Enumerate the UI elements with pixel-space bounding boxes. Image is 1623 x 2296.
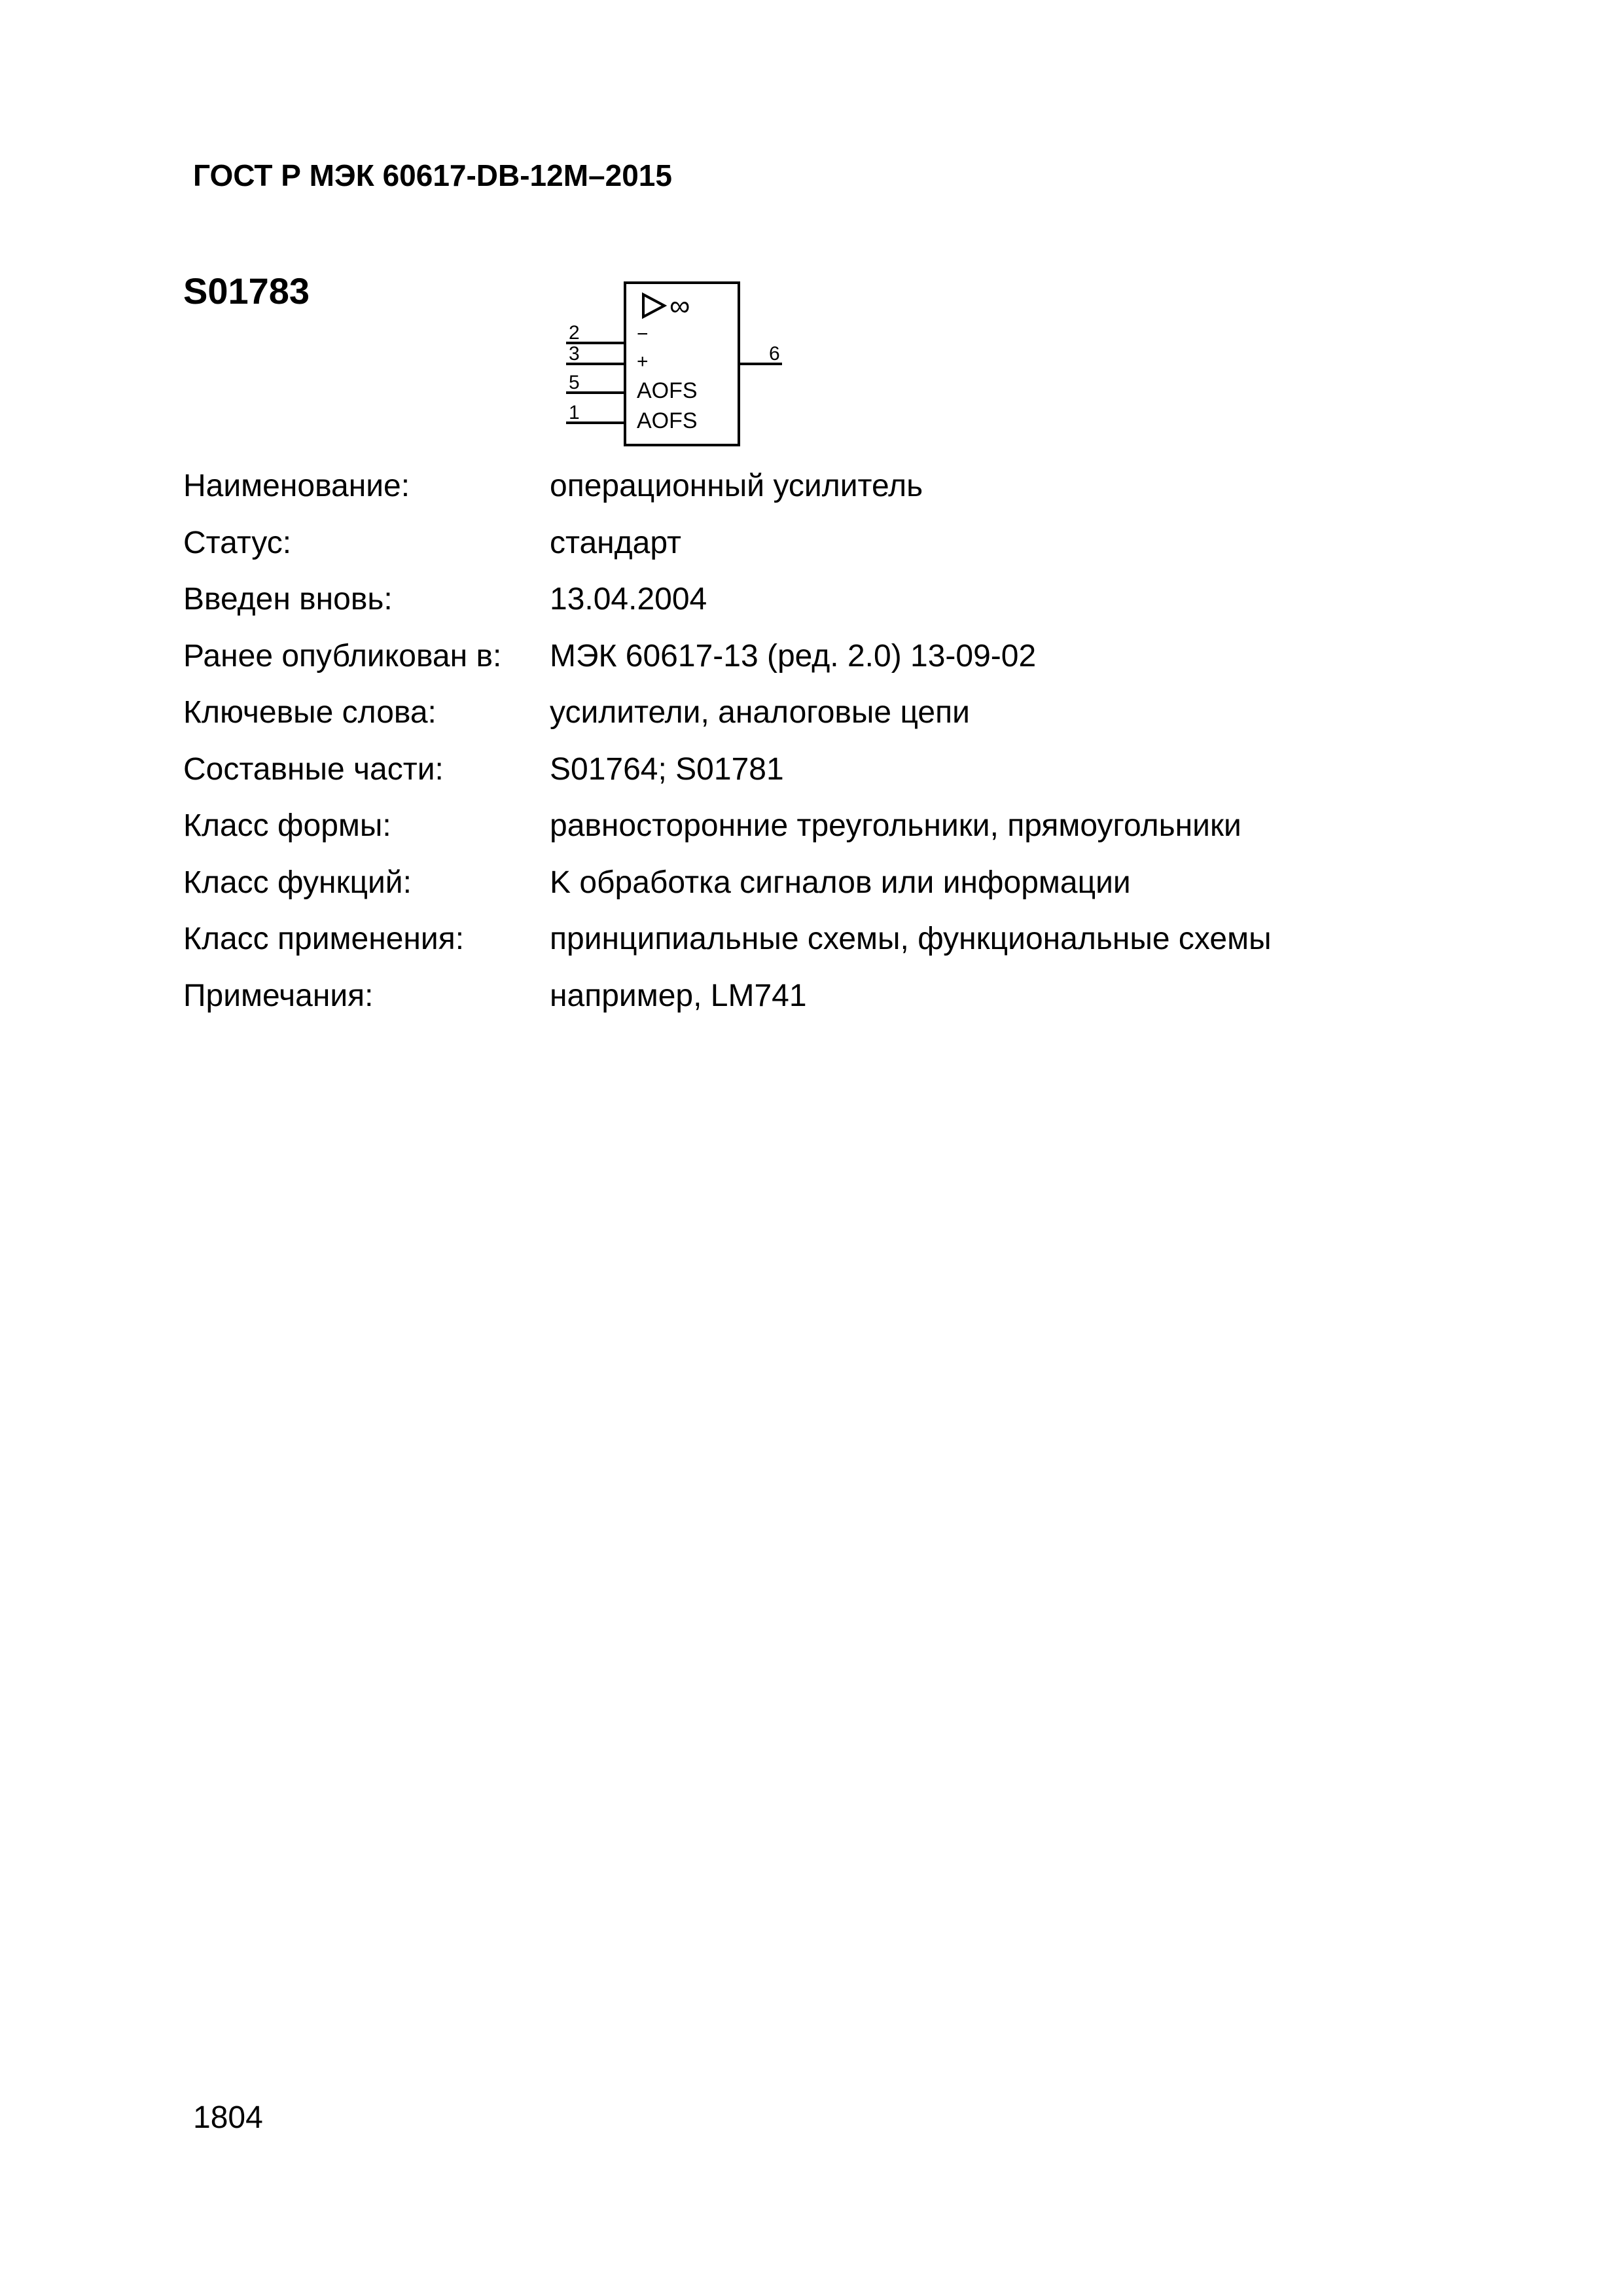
property-row [183,911,1492,968]
page-number: 1804 [193,2100,263,2135]
property-row [183,571,1492,628]
symbol-code: S01783 [183,270,310,312]
pin-label-5: 5 [569,372,580,393]
op-amp-symbol-figure [560,275,802,452]
property-row [183,685,1492,742]
property-row [183,968,1492,1025]
property-row [183,515,1492,572]
pin-label-1: 1 [569,402,580,423]
property-row [183,458,1492,515]
offset-label-1: AOFS [637,378,698,403]
property-value: 13.04.2004 [550,582,707,617]
property-value: S01764; S01781 [550,751,784,787]
property-row [183,855,1492,912]
pin-label-2: 2 [569,322,580,344]
offset-label-2: AOFS [637,408,698,433]
property-label: Введен вновь: [183,582,393,617]
property-value: K обработка сигналов или информации [550,865,1131,900]
property-value: операционный усилитель [550,469,923,504]
property-value: принципиальные схемы, функциональные схемы [550,922,1272,957]
property-row [183,798,1492,855]
property-label: Статус: [183,525,292,560]
amplifier-triangle-icon [643,295,664,317]
property-value: МЭК 60617-13 (ред. 2.0) 13-09-02 [550,638,1037,673]
properties-table [183,458,1492,1024]
inverting-input-label: − [637,323,649,345]
property-label: Класс функций: [183,865,412,900]
property-label: Класс применения: [183,922,465,957]
pin-label-3: 3 [569,343,580,365]
property-value: усилители, аналоговые цепи [550,695,970,730]
property-label: Класс формы: [183,808,391,844]
property-label: Примечания: [183,978,374,1013]
infinity-qualifier: ∞ [669,290,690,322]
property-label: Ключевые слова: [183,695,437,730]
property-label: Составные части: [183,751,444,787]
property-value: стандарт [550,525,681,560]
document-header: ГОСТ Р МЭК 60617-DB-12М–2015 [193,158,672,192]
property-value: например, LM741 [550,978,807,1013]
pin-label-6: 6 [769,343,780,365]
property-row [183,628,1492,685]
property-label: Наименование: [183,469,410,504]
noninverting-input-label: + [637,351,649,372]
property-value: равносторонние треугольники, прямоугольники [550,808,1241,844]
property-row [183,742,1492,798]
property-label: Ранее опубликован в: [183,638,502,673]
